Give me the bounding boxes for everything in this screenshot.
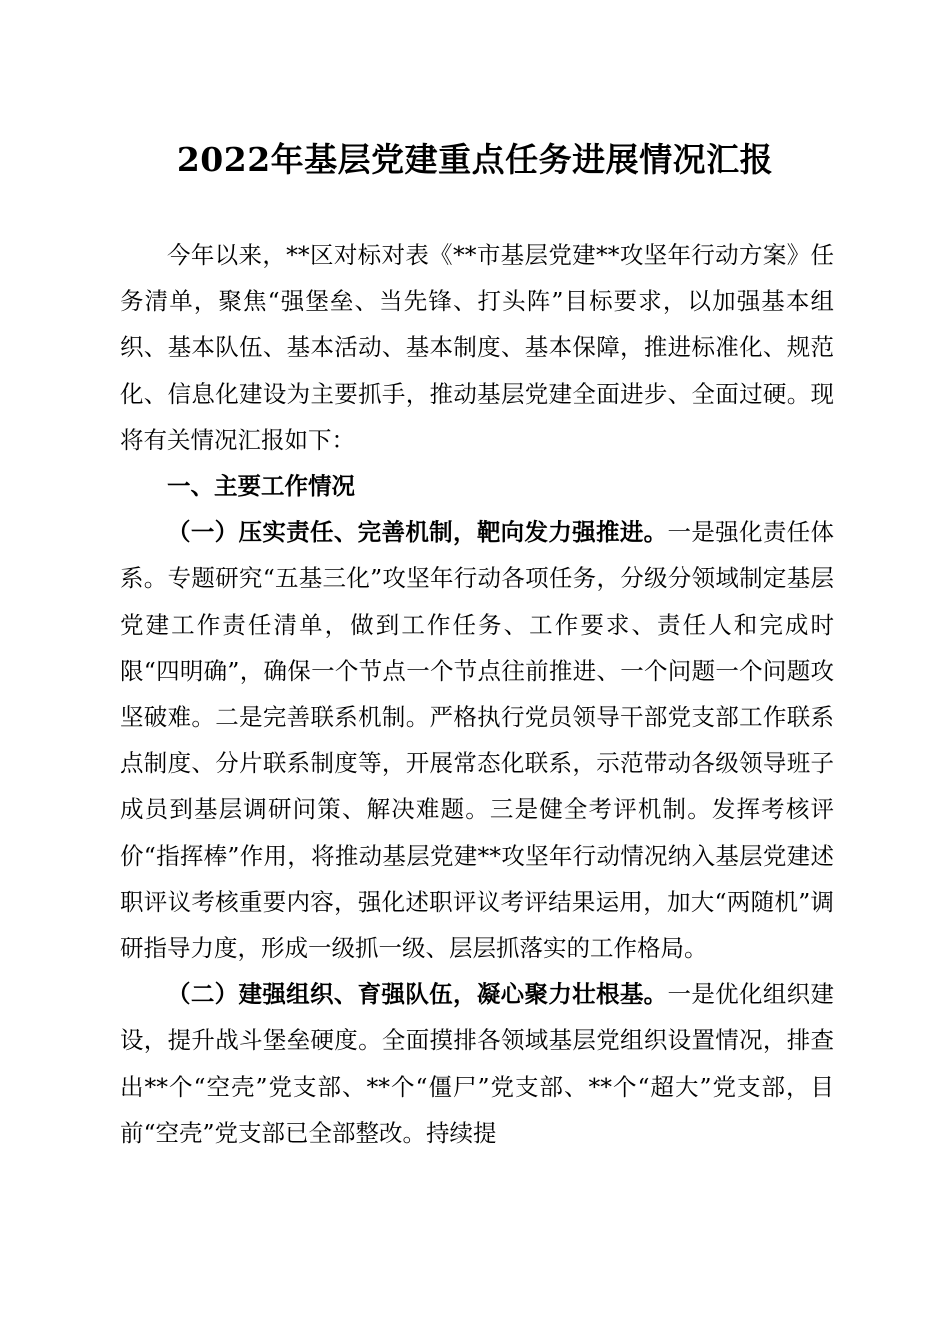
document-title: 2022年基层党建重点任务进展情况汇报 <box>176 140 774 179</box>
paragraph-1-lead: （一）压实责任、完善机制，靶向发力强推进。 <box>167 518 668 547</box>
intro-paragraph: 今年以来，**区对标对表《**市基层党建**攻坚年行动方案》任务清单，聚焦“强堡垒、当先锋、打头阵”目标要求，以加强基本组织、基本队伍、基本活动、基本制度、基本保障，推进标准化、规范化、信息化建设为主要抓手，推动基层党建全面进步、全面过硬。现将有关情况汇报如下： <box>120 241 834 454</box>
paragraph-1 <box>120 509 834 971</box>
section-heading: 一、主要工作情况 <box>167 472 355 501</box>
paragraph-2-text: 一是优化组织建设，提升战斗堡垒硬度。全面摸排各领域基层党组织设置情况，排查出**个“空壳”党支部、**个“僵尸”党支部、**个“超大”党支部，目前“空壳”党支部已全部整改。持续提 <box>120 980 834 1147</box>
paragraph-2-lead: （二）建强组织、育强队伍，凝心聚力壮根基。 <box>167 980 668 1009</box>
paragraph-1-text: 一是强化责任体系。专题研究“五基三化”攻坚年行动各项任务，分级分领域制定基层党建工作责任清单，做到工作任务、工作要求、责任人和完成时限“四明确”，确保一个节点一个节点往前推进、一个问题一个问题攻坚破难。二是完善联系机制。严格执行党员领导干部党支部工作联系点制度、分片联系制度等，开展常态化联系，示范带动各级领导班子成员到基层调研问策、解决难题。三是健全考评机制。发挥考核评价“指挥棒”作用，将推动基层党建**攻坚年行动情况纳入基层党建述职评议考核重要内容，强化述职评议考评结果运用，加大“两随机”调研指导力度，形成一级抓一级、层层抓落实的工作格局。 <box>120 518 834 963</box>
document-body <box>120 232 834 1156</box>
paragraph-2 <box>120 971 834 1156</box>
